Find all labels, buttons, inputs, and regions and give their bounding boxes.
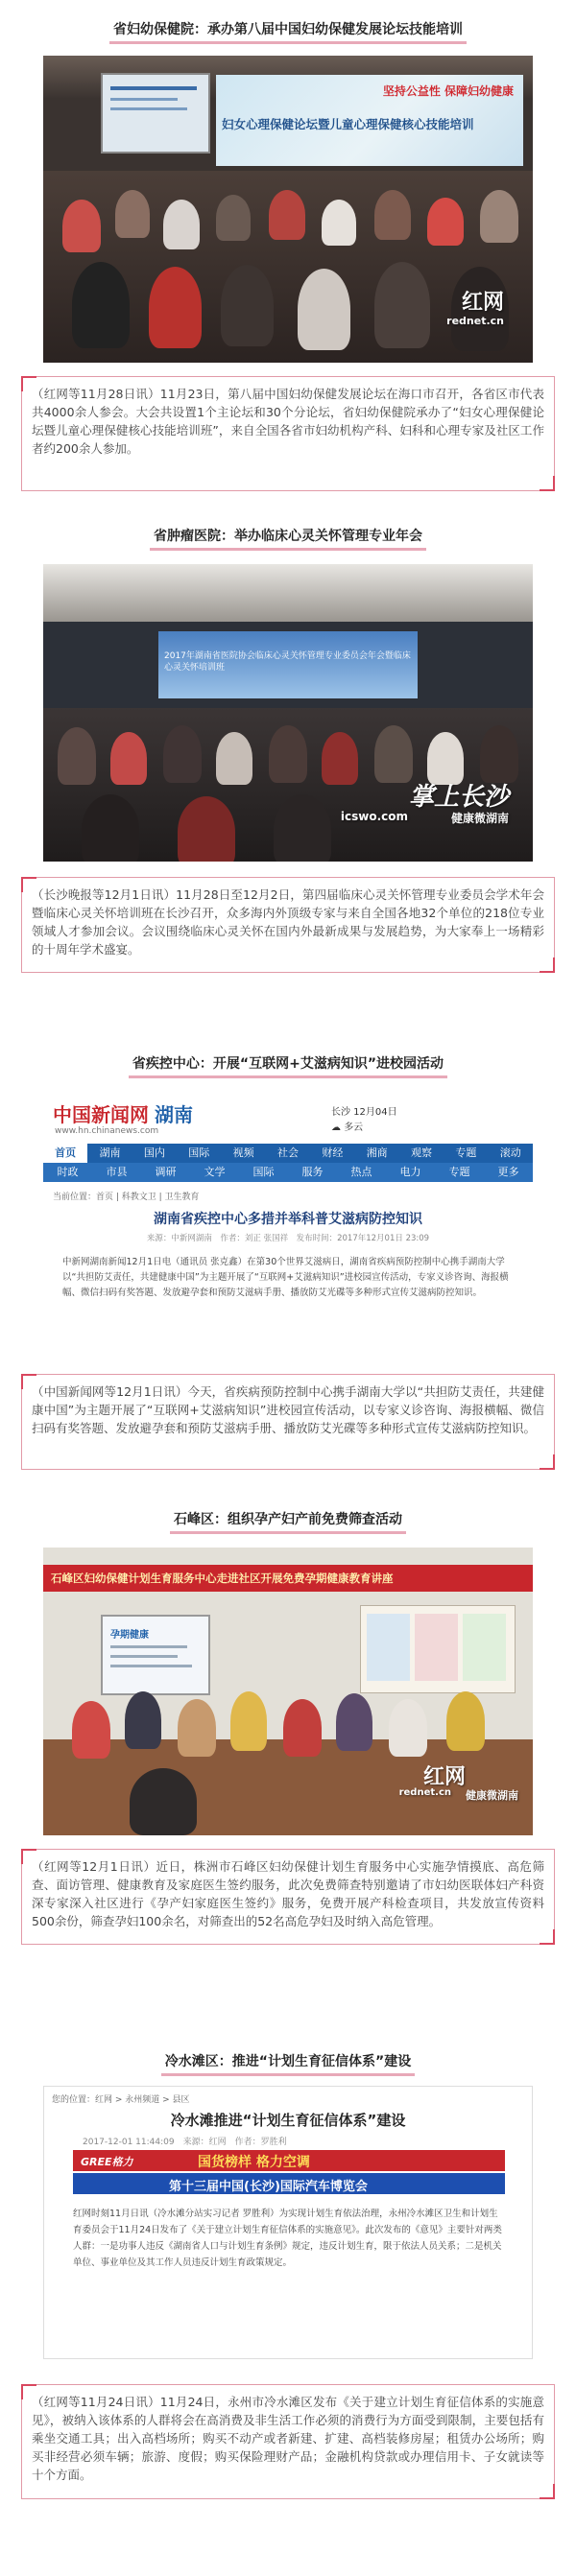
nav-row-2-item[interactable]: 时政 (57, 1166, 79, 1178)
section-heading-text: 省肿瘤医院：举办临床心灵关怀管理专业年会 (150, 528, 426, 551)
watermark-rednet: 红网 (422, 1765, 466, 1789)
nav-row-2-item[interactable]: 更多 (497, 1166, 519, 1178)
nav-row-1-item[interactable]: 视频 (232, 1146, 254, 1159)
watermark-rednet-sub: rednet.cn (398, 1787, 451, 1798)
ceiling (43, 564, 533, 622)
article-title: 湖南省疾控中心多措并举科普艾滋病防控知识 (154, 1212, 422, 1227)
ad-auto-expo[interactable]: 第十三届中国(长沙)国际汽车博览会 (73, 2173, 505, 2194)
nav-row-2-item[interactable]: 热点 (350, 1166, 372, 1178)
nav-row-2-item[interactable]: 调研 (155, 1166, 177, 1178)
news-summary: （红网等11月24日讯）11月24日，永州市冷水滩区发布《关于建立计划生育征信体系的实施意见》，被纳入该体系的人群将会在高消费及非生活工作必须的消费行为方面受到限制，主要包括有乘坐交通工具；出入高档场所；购买不动产或者新建、扩建、高档装修房屋；租赁办公场所；购买非经营必须车辆；旅游、度假；购买保险理财产品；金融机构贷款或办理信用卡、子女就读等十个方面。 (21, 2384, 555, 2499)
notice-board (360, 1605, 516, 1693)
section-heading-text: 省疾控中心：开展“互联网+艾滋病知识”进校园活动 (129, 1055, 447, 1078)
nav-row-1-item[interactable]: 专题 (455, 1146, 477, 1159)
section-heading-text: 省妇幼保健院：承办第八届中国妇幼保健发展论坛技能培训 (109, 21, 467, 44)
news-summary: （中国新闻网等12月1日讯）今天，省疾病预防控制中心携手湖南大学以“共担防艾责任，共建健康中国”为主题开展了“互联网+艾滋病知识”进校园宣传活动，以专家义诊咨询、海报横幅、微信扫码有奖答题、发放避孕套和预防艾滋病手册、播放防艾光碟等多种形式宣传艾滋病防控知识。 (21, 1374, 555, 1470)
breadcrumb: 您的位置：红网 > 永州频道 > 县区 (52, 2095, 190, 2105)
weather: ☁ 多云 (331, 1123, 364, 1133)
nav-row-1 (43, 1144, 533, 1163)
conference-photo (43, 56, 533, 363)
nav-bar (43, 1144, 533, 1182)
nav-row-1-item[interactable]: 国内 (143, 1146, 165, 1159)
article-body: 中新网湖南新闻12月1日电（通讯员 张克鑫）在第30个世界艾滋病日，湖南省疾病预防控制中心携手湖南大学以“共担防艾责任，共建健康中国”为主题开展了“互联网+艾滋病知识”进校园宣传活动，专家义诊咨询、海报横幅、微信扫码有奖答题、发放避孕套和预防艾滋病手册、播放防艾光碟等多种形式宣传艾滋病防控知识。 (62, 1257, 509, 1298)
nav-row-1-item[interactable]: 湖南 (99, 1146, 121, 1159)
article-meta: 来源：中新网湖南 作者：刘正 张国祥 发布时间：2017年12月01日 23:09 (146, 1234, 430, 1243)
stage-banner (216, 75, 523, 166)
section-heading (0, 528, 576, 551)
section-heading (0, 2053, 576, 2076)
nav-row-1-item[interactable]: 首页 (43, 1144, 87, 1163)
nav-row-1-item[interactable]: 滚动 (499, 1146, 521, 1159)
banner-red-slogan: 坚持公益性 保障妇幼健康 (382, 84, 514, 98)
section-heading (0, 21, 576, 44)
article-meta: 2017-12-01 11:44:09 来源：红网 作者：罗胜利 (83, 2138, 287, 2147)
nav-row-2-item[interactable]: 文学 (204, 1166, 226, 1178)
section-4 (0, 1511, 576, 1952)
section-2 (0, 518, 576, 957)
watermark-site: icswo.com (340, 810, 408, 823)
watermark-rednet: 红网 (461, 291, 504, 315)
section-heading-text: 冷水滩区：推进“计划生育征信体系”建设 (161, 2053, 415, 2076)
projection-screen: 2017年湖南省医院协会临床心灵关怀管理专业委员会年会暨临床心灵关怀培训班 (158, 631, 418, 698)
conference-photo (43, 564, 533, 862)
cloud-icon: ☁ (331, 1123, 341, 1133)
news-web-screenshot (43, 1092, 533, 1360)
watermark-health: 健康微湖南 (450, 812, 509, 825)
watermark-health: 健康微湖南 (466, 1789, 518, 1802)
site-logo: 中国新闻网 湖南 (53, 1103, 193, 1126)
wall-banner: 石峰区妇幼保健计划生育服务中心走进社区开展免费孕期健康教育讲座 (43, 1565, 533, 1592)
ad-gree[interactable]: GREE格力 国货榜样 格力空调 (73, 2150, 505, 2171)
breadcrumb: 当前位置：首页 | 科教文卫 | 卫生教育 (53, 1193, 200, 1202)
section-5 (0, 2053, 576, 2576)
news-summary: （红网等12月1日讯）近日，株洲市石峰区妇幼保健计划生育服务中心实施孕情摸底、高危筛查、面访管理、健康教育及家庭医生签约服务，此次免费筛查特别邀请了市妇幼医联体妇产科资深专家深入社区进行《孕产妇家庭医生签约》服务，免费开展产科检查项目，共发放宣传资料500余份，筛查孕妇100余名，对筛查出的52名高危孕妇及时纳入高危管理。 (21, 1849, 555, 1945)
section-heading-text: 石峰区：组织孕产妇产前免费筛查活动 (170, 1511, 406, 1534)
community-event-photo (43, 1548, 533, 1835)
watermark-rednet-sub: rednet.cn (446, 315, 504, 327)
nav-row-1-item[interactable]: 社会 (276, 1146, 299, 1159)
nav-row-2-item[interactable]: 专题 (448, 1166, 470, 1178)
nav-row-1-item[interactable]: 财经 (322, 1146, 344, 1159)
news-summary: （红网等11月28日讯）11月23日，第八届中国妇幼保健发展论坛在海口市召开，各省区市代表共4000余人参会。大会共设置1个主论坛和30个分论坛，省妇幼保健院承办了“妇女心理保健论坛暨儿童心理保健核心技能培训班”，来自全国各省市妇幼机构产科、妇科和心理专家及社区工作者约200余人参加。 (21, 376, 555, 491)
banner-title: 妇女心理保健论坛暨儿童心理保健核心技能培训 (222, 117, 474, 131)
section-3 (0, 1055, 576, 1573)
nav-row-2-item[interactable]: 市县 (106, 1166, 128, 1178)
nav-row-1-item[interactable]: 观察 (411, 1146, 433, 1159)
nav-row-1-item[interactable]: 湘商 (366, 1146, 388, 1159)
nav-row-2 (43, 1163, 533, 1182)
article-body: 红网时刻11月日讯（冷水滩分站实习记者 罗胜利）为实现计划生育依法治理，永州冷水滩区卫生和计划生育委员会于11月24日发布了《关于建立计划生育征信体系的实施意见》。此次发布的《意见》主要针对两类人群：一是功事人违反《湖南省人口与计划生育条例》规定，违反计划生育，限于依法人员关系；二是机关单位、事业单位及其工作人员违反计划生育政策规定。 (73, 2209, 502, 2268)
site-url: www.hn.chinanews.com (55, 1126, 159, 1136)
watermark-zhangshang: 掌上长沙 (408, 783, 509, 812)
section-1 (0, 0, 576, 456)
news-web-screenshot (43, 2086, 533, 2359)
nav-row-2-item[interactable]: 电力 (399, 1166, 421, 1178)
section-heading (0, 1055, 576, 1078)
projection-screen: 孕期健康 (101, 1615, 210, 1695)
nav-row-1-item[interactable]: 国际 (188, 1146, 210, 1159)
date-city: 长沙 12月04日 (331, 1107, 397, 1118)
nav-row-2-item[interactable]: 服务 (301, 1166, 324, 1178)
news-summary: （长沙晚报等12月1日讯）11月28日至12月2日，第四届临床心灵关怀管理专业委员会学术年会暨临床心灵关怀培训班在长沙召开，众多海内外顶级专家与来自全国各地32个单位的218位专业领域人才参加会议。会议围绕临床心灵关怀在国内外最新成果与发展趋势，为大家奉上一场精彩的十周年学术盛宴。 (21, 877, 555, 973)
nav-row-2-item[interactable]: 国际 (252, 1166, 275, 1178)
article-title: 冷水滩推进“计划生育征信体系”建设 (170, 2112, 406, 2129)
section-heading (0, 1511, 576, 1534)
projection-screen (101, 73, 210, 154)
